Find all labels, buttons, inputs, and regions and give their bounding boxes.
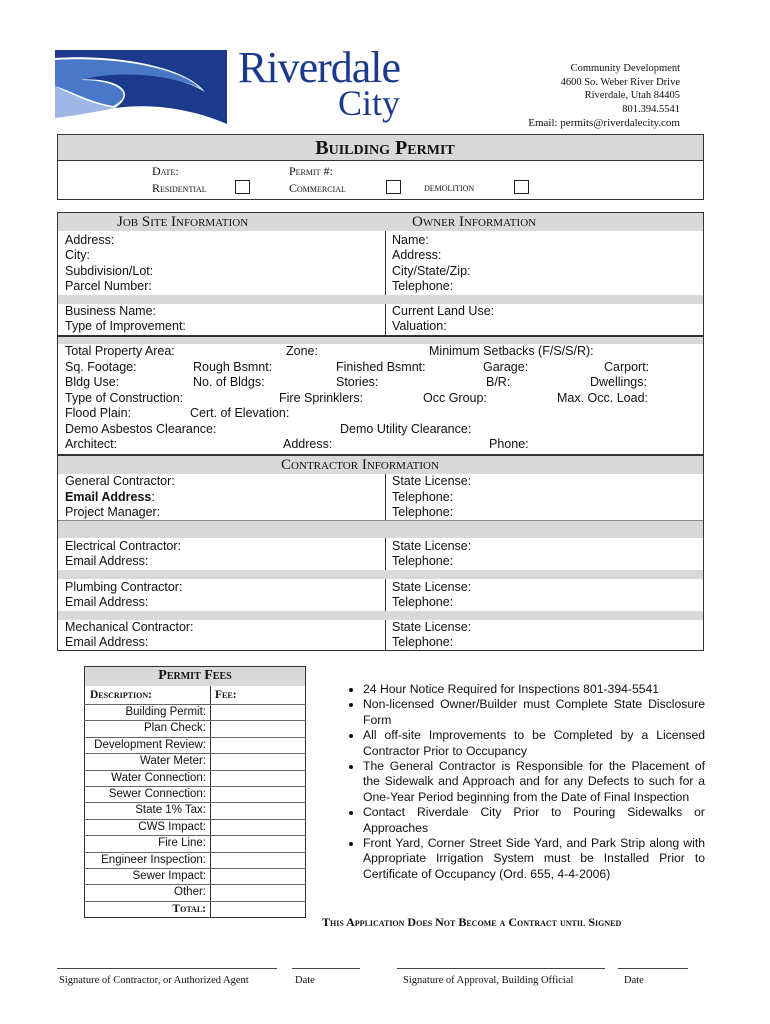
fee-item-label: CWS Impact: [138, 820, 206, 833]
contractor-date-line[interactable] [292, 968, 360, 969]
general-contractor-label: General Contractor: [65, 474, 175, 488]
note-item: • Contact Riverdale City Prior to Pouring Sidewalks or Approaches [363, 805, 705, 836]
address-block [528, 62, 680, 131]
br-label: B/R: [486, 375, 511, 389]
fee-item-label: Sewer Impact: [132, 870, 206, 882]
owner-telephone-label: Telephone: [392, 279, 454, 293]
fee-item-label: Fire Line: [158, 837, 206, 850]
fee-row [84, 802, 306, 819]
date-label: Date: [152, 164, 179, 178]
type-of-improvement-label: Type of Improvement: [65, 319, 186, 333]
gc-email-label [65, 490, 155, 505]
fee-total-label: Total: [172, 903, 206, 915]
fee-item-label: Plan Check: [143, 722, 206, 735]
note-item: • Front Yard, Corner Street Side Yard, and Park Strip along with Appropriate Irrigation System must be Installed Prior to Certificate of Occupancy (Ord. 655, 4-4-2006) [363, 836, 705, 882]
mechanical-telephone-label: Telephone: [392, 635, 454, 649]
fees-header: Permit Fees [158, 668, 232, 683]
plumbing-email-label: Email Address: [65, 595, 149, 609]
fee-row [84, 786, 306, 803]
total-property-area-label: Total Property Area: [65, 344, 175, 358]
dwellings-label: Dwellings: [590, 375, 647, 389]
city-logo [55, 44, 445, 126]
gc-email-bold: Email Address [65, 490, 152, 504]
valuation-label: Valuation: [392, 319, 447, 333]
address-line: Community Development [570, 63, 680, 74]
demo-utility-label: Demo Utility Clearance: [340, 422, 472, 436]
contractor-date-label: Date [295, 975, 315, 986]
rough-bsmnt-label: Rough Bsmnt: [193, 360, 273, 374]
fee-item-label: State 1% Tax: [135, 804, 206, 817]
fee-row [84, 720, 306, 737]
carport-label: Carport: [604, 360, 650, 374]
contract-notice: This Application Does Not Become a Contract until Signed [322, 915, 622, 929]
page-title: Building Permit [315, 137, 455, 159]
architect-label: Architect: [65, 437, 118, 451]
logo-city: City [338, 83, 401, 123]
demolition-label: demolition [424, 182, 475, 194]
electrical-contractor-label: Electrical Contractor: [65, 539, 182, 553]
permit-number-label: Permit #: [289, 164, 333, 178]
plumbing-license-label: State License: [392, 580, 472, 594]
fee-item-label: Engineer Inspection: [101, 853, 206, 866]
contractor-signature-label: Signature of Contractor, or Authorized Agent [59, 975, 249, 986]
fee-row [84, 852, 306, 869]
business-name-label: Business Name: [65, 304, 157, 318]
contractor-header: Contractor Information [281, 457, 439, 473]
setbacks-label: Minimum Setbacks (F/S/S/R): [429, 344, 594, 358]
residential-checkbox[interactable] [235, 180, 250, 194]
flood-plain-label: Flood Plain: [65, 406, 132, 420]
job-city-label: City: [65, 248, 90, 262]
fee-row [84, 884, 306, 901]
architect-phone-label: Phone: [489, 437, 529, 451]
contractor-signature-line[interactable] [57, 968, 277, 969]
zone-label: Zone: [286, 344, 318, 358]
owner-name-label: Name: [392, 233, 429, 247]
commercial-label: Commercial [289, 181, 346, 195]
owner-citystatezip-label: City/State/Zip: [392, 264, 471, 278]
contractor-spacer-2 [58, 570, 703, 579]
mechanical-contractor-label: Mechanical Contractor: [65, 620, 194, 634]
fee-item-label: Sewer Connection: [108, 788, 206, 800]
pm-telephone-label: Telephone: [392, 505, 454, 519]
mechanical-license-label: State License: [392, 620, 472, 634]
job-owner-spacer [58, 295, 703, 304]
address-line: 4600 So. Weber River Drive [560, 76, 680, 88]
stories-label: Stories: [336, 375, 379, 389]
note-item: • 24 Hour Notice Required for Inspections 801-394-5541 [363, 682, 705, 697]
job-parcel-label: Parcel Number: [65, 279, 152, 293]
plumbing-contractor-label: Plumbing Contractor: [65, 580, 183, 594]
bldg-use-label: Bldg Use: [65, 375, 120, 389]
garage-label: Garage: [483, 360, 529, 374]
contractor-rule-1 [58, 520, 703, 521]
note-item: • Non-licensed Owner/Builder must Complete State Disclosure Form [363, 697, 705, 728]
fee-row [84, 835, 306, 852]
note-item: • All off-site Improvements to be Completed by a Licensed Contractor Prior to Occupancy [363, 728, 705, 759]
email-line: Email: permits@riverdalecity.com [528, 117, 680, 129]
fee-total-row [84, 901, 306, 918]
electrical-email-label: Email Address: [65, 554, 149, 568]
electrical-license-label: State License: [392, 539, 472, 553]
job-owner-divider [385, 231, 386, 336]
fee-item-label: Other: [174, 886, 206, 899]
job-site-header: Job Site Information [117, 214, 249, 230]
electrical-telephone-label: Telephone: [392, 554, 454, 568]
project-manager-label: Project Manager: [65, 505, 161, 519]
gc-email-colon: : [151, 490, 155, 504]
note-item: • The General Contractor is Responsible for the Placement of the Sidewalk and Approach and for any Defects to such for a One-Year Period beginning from the Date of Final Inspection [363, 759, 705, 805]
official-signature-label: Signature of Approval, Building Official [403, 975, 574, 986]
finished-bsmnt-label: Finished Bsmnt: [336, 360, 426, 374]
fees-description-label: Description: [90, 689, 152, 701]
address-line: 801.394.5541 [622, 103, 680, 115]
plumbing-telephone-label: Telephone: [392, 595, 454, 609]
fee-row [84, 753, 306, 770]
cert-elevation-label: Cert. of Elevation: [190, 406, 290, 420]
fee-item-label: Water Connection: [111, 771, 206, 784]
occ-group-label: Occ Group: [423, 391, 487, 405]
owner-header: Owner Information [412, 214, 537, 230]
fee-item-label: Building Permit: [125, 706, 206, 718]
commercial-checkbox[interactable] [386, 180, 401, 194]
job-address-label: Address: [65, 233, 115, 247]
residential-label: Residential [152, 181, 207, 195]
official-signature-line[interactable] [397, 968, 605, 969]
fee-item-label: Development Review: [94, 738, 206, 751]
contractor-divider [385, 474, 386, 651]
no-of-bldgs-label: No. of Bldgs: [193, 375, 265, 389]
fee-row [84, 770, 306, 787]
river-swoosh-icon [55, 46, 235, 126]
fee-row [84, 819, 306, 836]
official-date-line[interactable] [618, 968, 688, 969]
owner-address-label: Address: [392, 248, 442, 262]
address-line: Riverdale, Utah 84405 [584, 90, 680, 101]
current-land-use-label: Current Land Use: [392, 304, 495, 318]
mechanical-email-label: Email Address: [65, 635, 149, 649]
architect-address-label: Address: [283, 437, 333, 451]
fee-row [84, 868, 306, 885]
sq-footage-label: Sq. Footage: [65, 360, 137, 374]
contractor-spacer-3 [58, 611, 703, 620]
fee-item-label: Water Meter: [139, 755, 206, 768]
contractor-spacer-1 [58, 520, 703, 538]
fees-fee-label: Fee: [215, 689, 237, 701]
type-of-construction-label: Type of Construction: [65, 391, 184, 405]
notes-list [337, 682, 705, 882]
fire-sprinklers-label: Fire Sprinklers: [279, 391, 364, 405]
official-date-label: Date [624, 975, 644, 986]
demo-asbestos-label: Demo Asbestos Clearance: [65, 422, 217, 436]
fee-row [84, 737, 306, 754]
max-occ-load-label: Max. Occ. Load: [557, 391, 649, 405]
demolition-checkbox[interactable] [514, 180, 529, 194]
gc-state-license-label: State License: [392, 474, 472, 488]
logo-riverdale: Riverdale [238, 43, 401, 92]
fee-row [84, 704, 306, 721]
job-subdivision-label: Subdivision/Lot: [65, 264, 154, 278]
gc-telephone-label: Telephone: [392, 490, 454, 504]
